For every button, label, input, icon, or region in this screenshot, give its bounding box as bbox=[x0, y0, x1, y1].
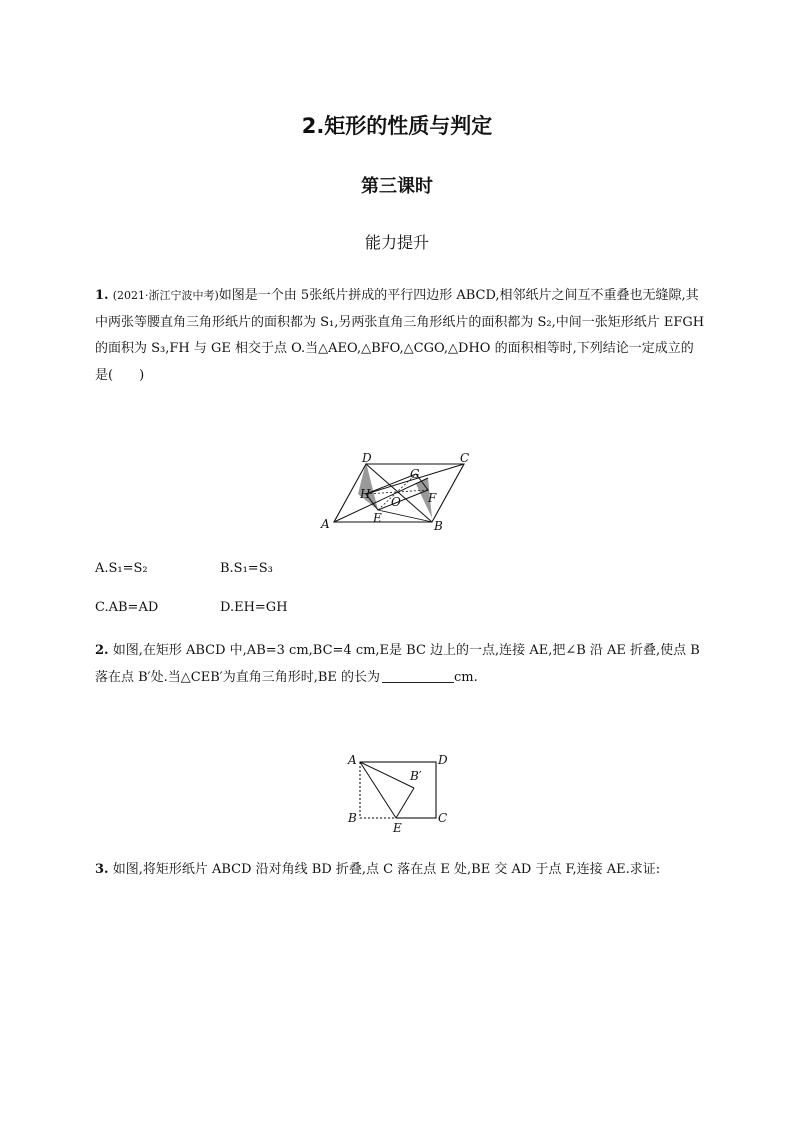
label-b: B bbox=[434, 519, 443, 533]
answer-unit: cm. bbox=[454, 669, 478, 685]
rectangle-fold-figure bbox=[340, 750, 460, 838]
option-c: C.AB=AD bbox=[95, 600, 159, 615]
answer-blank[interactable] bbox=[382, 668, 454, 683]
lesson-title: 第三课时 bbox=[361, 176, 433, 197]
label-c: C bbox=[438, 811, 448, 825]
question-number: 1. bbox=[95, 288, 109, 303]
question-1 bbox=[95, 283, 705, 389]
section-title: 能力提升 bbox=[364, 233, 429, 252]
label-a: A bbox=[321, 517, 330, 531]
option-d: D.EH=GH bbox=[220, 600, 288, 615]
question-2 bbox=[95, 638, 705, 691]
question-number: 3. bbox=[95, 862, 109, 877]
question-3 bbox=[95, 857, 705, 884]
label-e: E bbox=[373, 511, 382, 525]
label-d: D bbox=[362, 451, 372, 465]
question-text: 如图,在矩形 ABCD 中,AB=3 cm,BC=4 cm,E是 BC 边上的一点,连接 AE,把∠B 沿 AE 折叠,使点 B 落在点 B′处.当△CEB′为直角三角形时,BE 的长为 bbox=[95, 643, 700, 685]
label-h: H bbox=[360, 487, 371, 501]
question-text: 如图是一个由 5张纸片拼成的平行四边形 ABCD,相邻纸片之间互不重叠也无缝隙,其中两张等腰直角三角形纸片的面积都为 S₁,另两张直角三角形纸片的面积都为 S₂,中间一张矩形纸片 EFGH 的面积为 S₃,FH 与 GE 相交于点 O.当△AEO,△BFO,△CGO,△DHO 的面积相等时,下列结论一定成立的是( ) bbox=[95, 288, 705, 383]
question-number: 2. bbox=[95, 643, 109, 658]
label-c: C bbox=[460, 451, 470, 465]
label-f: F bbox=[428, 491, 437, 505]
label-a: A bbox=[348, 753, 357, 767]
label-e: E bbox=[393, 821, 402, 835]
option-b: B.S₁=S₃ bbox=[220, 561, 273, 576]
label-d: D bbox=[438, 753, 448, 767]
label-o: O bbox=[391, 495, 401, 509]
question-text: 如图,将矩形纸片 ABCD 沿对角线 BD 折叠,点 C 落在点 E 处,BE 交 AD 于点 F,连接 AE.求证: bbox=[112, 862, 661, 877]
question-source: (2021·浙江宁波中考) bbox=[112, 289, 219, 302]
label-b: B bbox=[348, 811, 357, 825]
label-b-prime: B′ bbox=[410, 769, 422, 783]
option-a: A.S₁=S₂ bbox=[95, 561, 148, 576]
parallelogram-figure bbox=[318, 450, 478, 536]
label-g: G bbox=[410, 467, 420, 481]
page-title: 2.矩形的性质与判定 bbox=[301, 114, 493, 138]
